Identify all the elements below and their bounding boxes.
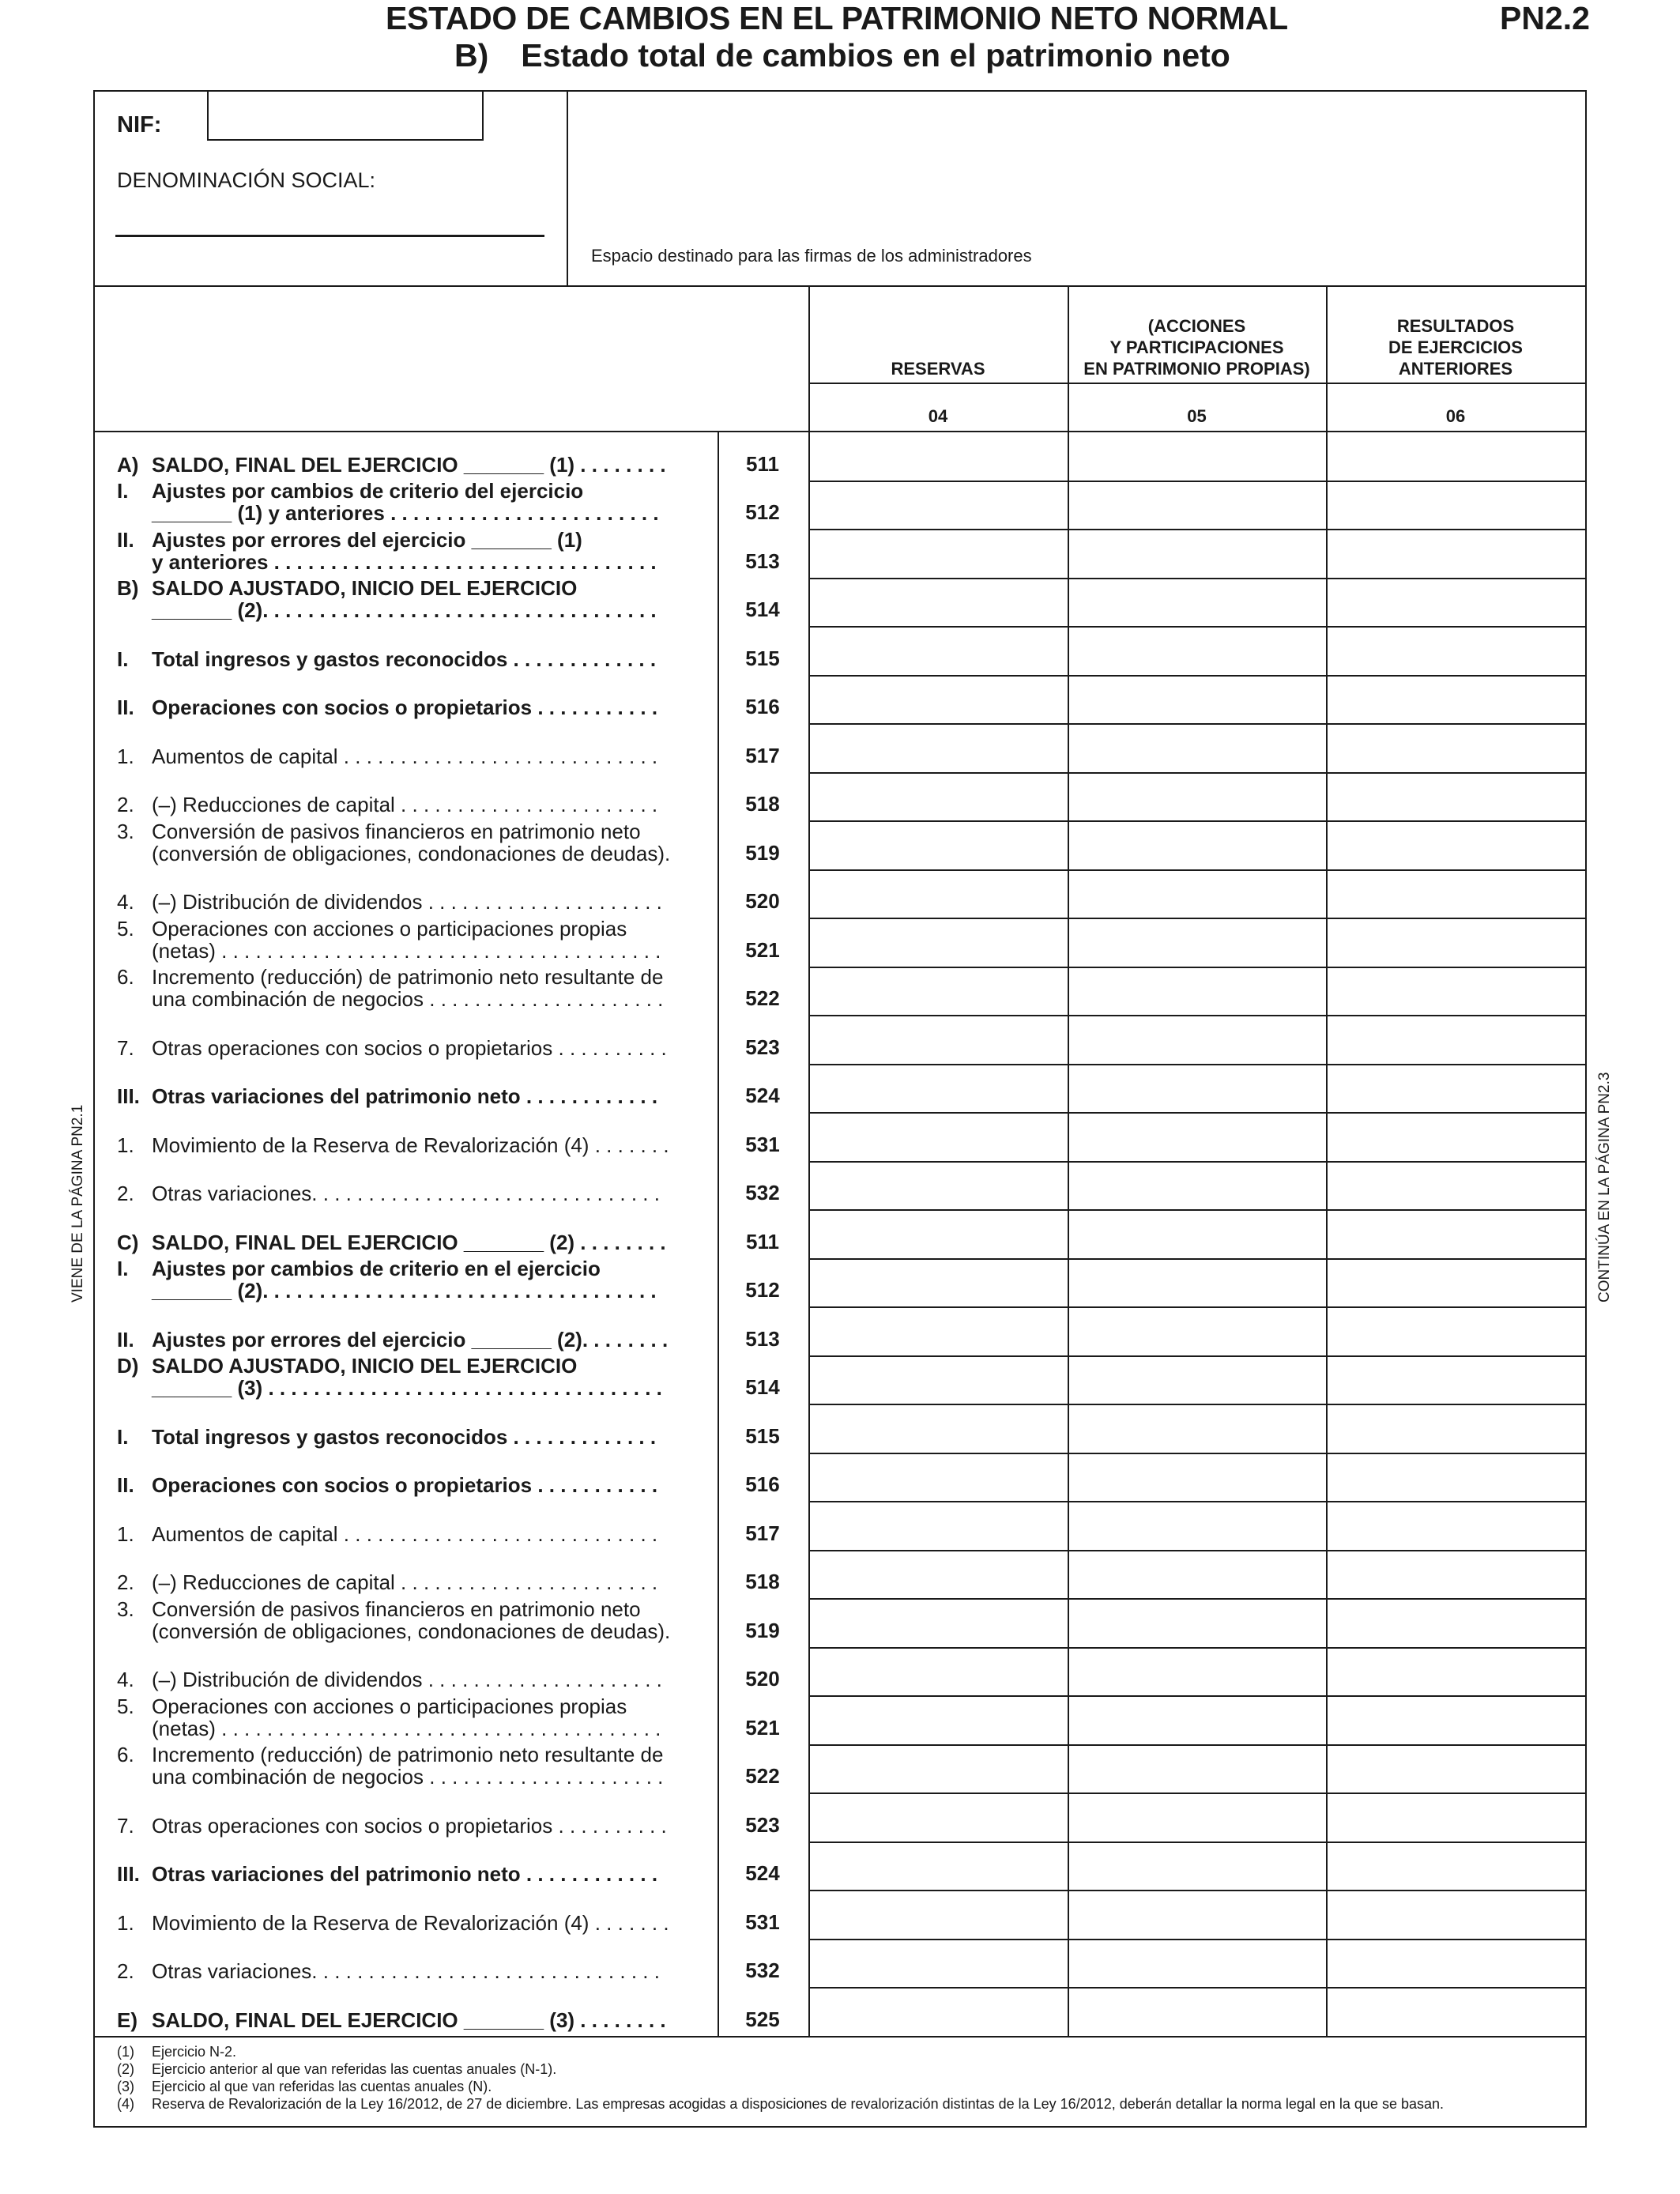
cell-513-04[interactable] bbox=[811, 1309, 1066, 1354]
row-number: 5. bbox=[117, 1694, 134, 1718]
row-text: Aumentos de capital . . . . . . . . . . . . . . . . . . . . . . . . . . . . bbox=[152, 744, 658, 768]
cell-521-06[interactable] bbox=[1328, 920, 1584, 965]
header-rule bbox=[808, 431, 1587, 432]
cell-512-04[interactable] bbox=[811, 1261, 1066, 1306]
row-number: 3. bbox=[117, 1596, 134, 1621]
row-label bbox=[117, 1960, 698, 1982]
footnote-text: Ejercicio N-2. bbox=[152, 2043, 237, 2060]
row-label bbox=[117, 1257, 698, 1302]
cell-520-05[interactable] bbox=[1070, 1649, 1324, 1695]
row-label bbox=[117, 1571, 698, 1593]
column-code-04: 04 bbox=[928, 406, 948, 426]
cell-515-05[interactable] bbox=[1070, 1406, 1324, 1451]
row-text: (–) Distribución de dividendos . . . . . . . . . . . . . . . . . . . . . bbox=[152, 890, 662, 914]
row-label bbox=[117, 745, 698, 767]
cell-522-05[interactable] bbox=[1070, 969, 1324, 1014]
form-subtitle: B) Estado total de cambios en el patrimonio neto bbox=[454, 37, 1230, 74]
cell-516-04[interactable] bbox=[811, 677, 1066, 722]
cell-520-05[interactable] bbox=[1070, 872, 1324, 917]
row-number: 1. bbox=[117, 744, 134, 768]
row-number: A) bbox=[117, 452, 139, 477]
cell-515-04[interactable] bbox=[811, 628, 1066, 673]
row-label bbox=[117, 1085, 698, 1107]
row-number: 5. bbox=[117, 916, 134, 941]
denominacion-label: DENOMINACIÓN SOCIAL: bbox=[117, 168, 376, 192]
nif-label: NIF: bbox=[117, 112, 162, 138]
row-text: Movimiento de la Reserva de Revalorización (4) . . . . . . . bbox=[152, 1910, 669, 1935]
side-note-previous-page: VIENE DE LA PÁGINA PN2.1 bbox=[70, 1104, 86, 1302]
column-heading-06: RESULTADOS DE EJERCICIOS ANTERIORES bbox=[1388, 316, 1523, 379]
row-rule bbox=[808, 1404, 1585, 1405]
row-rule bbox=[808, 1112, 1585, 1114]
cell-518-05[interactable] bbox=[1070, 1552, 1324, 1597]
row-label bbox=[117, 1134, 698, 1156]
cell-516-06[interactable] bbox=[1328, 1455, 1584, 1500]
id-block-divider bbox=[567, 90, 568, 286]
cell-525-04[interactable] bbox=[811, 1989, 1066, 2034]
row-number: I. bbox=[117, 647, 129, 671]
row-code: 514 bbox=[745, 598, 780, 621]
row-code: 524 bbox=[745, 1084, 780, 1107]
signature-area-label: Espacio destinado para las firmas de los administradores bbox=[591, 246, 1032, 266]
row-label bbox=[117, 454, 698, 476]
row-number: 7. bbox=[117, 1813, 134, 1838]
row-code: 518 bbox=[745, 1570, 780, 1593]
row-label bbox=[117, 2009, 698, 2031]
row-number: III. bbox=[117, 1084, 140, 1108]
cell-512-06[interactable] bbox=[1328, 1261, 1584, 1306]
footnote-number: (2) bbox=[117, 2060, 134, 2077]
row-label bbox=[117, 891, 698, 913]
row-rule bbox=[93, 2036, 1587, 2038]
row-rule bbox=[808, 1501, 1585, 1502]
row-text: SALDO, FINAL DEL EJERCICIO _______ (2) . . . . . . . . bbox=[152, 1230, 666, 1254]
row-rule bbox=[808, 1598, 1585, 1600]
row-text: Ajustes por cambios de criterio en el ejercicio _______ (2). . . . . . . . . . . . . . . . . . . . . . . . . . . . . . . . . . . bbox=[152, 1257, 657, 1302]
row-number: II. bbox=[117, 1473, 134, 1497]
row-text: Movimiento de la Reserva de Revalorización (4) . . . . . . . bbox=[152, 1133, 669, 1157]
row-text: SALDO, FINAL DEL EJERCICIO _______ (3) . . . . . . . . bbox=[152, 2007, 666, 2032]
row-label bbox=[117, 1668, 698, 1691]
cell-531-05[interactable] bbox=[1070, 1114, 1324, 1159]
row-code: 531 bbox=[745, 1132, 780, 1156]
row-code: 516 bbox=[745, 695, 780, 718]
row-label bbox=[117, 918, 698, 962]
cell-525-05[interactable] bbox=[1070, 1989, 1324, 2034]
cell-520-06[interactable] bbox=[1328, 1649, 1584, 1695]
footnote-number: (4) bbox=[117, 2095, 134, 2112]
row-number: 2. bbox=[117, 793, 134, 816]
footnote-number: (1) bbox=[117, 2043, 134, 2060]
row-label bbox=[117, 1695, 698, 1740]
row-label bbox=[117, 1426, 698, 1448]
row-label bbox=[117, 1329, 698, 1351]
row-rule bbox=[808, 820, 1585, 822]
cell-522-06[interactable] bbox=[1328, 1747, 1584, 1792]
row-text: Conversión de pasivos financieros en patrimonio neto (conversión de obligaciones, condonaciones de deudas). bbox=[152, 1596, 671, 1643]
cell-522-05[interactable] bbox=[1070, 1747, 1324, 1792]
cell-512-04[interactable] bbox=[811, 483, 1066, 528]
row-number: 1. bbox=[117, 1521, 134, 1546]
cell-520-04[interactable] bbox=[811, 872, 1066, 917]
row-rule bbox=[808, 723, 1585, 725]
row-number: 2. bbox=[117, 1570, 134, 1594]
form-code: PN2.2 bbox=[1500, 0, 1590, 36]
row-code: 520 bbox=[745, 1667, 780, 1691]
row-text: Operaciones con acciones o participaciones propias (netas) . . . . . . . . . . . . . . . . . . . . . . . . . . . . . . . . . . . . . . . bbox=[152, 916, 661, 963]
cell-532-04[interactable] bbox=[811, 1941, 1066, 1986]
cell-515-05[interactable] bbox=[1070, 628, 1324, 673]
cell-531-04[interactable] bbox=[811, 1892, 1066, 1937]
row-code: 517 bbox=[745, 1521, 780, 1545]
footnote bbox=[117, 2044, 236, 2060]
row-label bbox=[117, 1815, 698, 1837]
row-code: 515 bbox=[745, 1423, 780, 1448]
cell-516-06[interactable] bbox=[1328, 677, 1584, 722]
row-label bbox=[117, 529, 698, 573]
cell-522-06[interactable] bbox=[1328, 969, 1584, 1014]
side-note-next-page: CONTINÚA EN LA PÁGINA PN2.3 bbox=[1596, 1072, 1613, 1302]
row-number: I. bbox=[117, 479, 129, 503]
cell-521-05[interactable] bbox=[1070, 1698, 1324, 1743]
cell-532-06[interactable] bbox=[1328, 1941, 1584, 1986]
cell-524-04[interactable] bbox=[811, 1844, 1066, 1889]
row-text: Incremento (reducción) de patrimonio neto resultante de una combinación de negocios . . . . . . . . . . . . . . . . . . . . . bbox=[152, 1743, 664, 1789]
row-rule bbox=[808, 626, 1585, 628]
row-text: Incremento (reducción) de patrimonio neto resultante de una combinación de negocios . . . . . . . . . . . . . . . . . . . . . bbox=[152, 965, 664, 1011]
row-label bbox=[117, 480, 698, 524]
row-text: Otras variaciones del patrimonio neto . . . . . . . . . . . . bbox=[152, 1862, 658, 1886]
row-code: 531 bbox=[745, 1909, 780, 1934]
row-label bbox=[117, 1863, 698, 1885]
row-number: I. bbox=[117, 1257, 129, 1280]
row-text: (–) Reducciones de capital . . . . . . . . . . . . . . . . . . . . . . . bbox=[152, 1570, 658, 1594]
row-code: 513 bbox=[745, 1326, 780, 1351]
footnote-number: (3) bbox=[117, 2078, 134, 2094]
cell-511-05[interactable] bbox=[1070, 434, 1324, 479]
cell-522-04[interactable] bbox=[811, 969, 1066, 1014]
row-text: Operaciones con socios o propietarios . . . . . . . . . . . bbox=[152, 1473, 658, 1497]
denominacion-input-line[interactable] bbox=[115, 235, 544, 237]
cell-531-05[interactable] bbox=[1070, 1892, 1324, 1937]
cell-532-05[interactable] bbox=[1070, 1941, 1324, 1986]
cell-521-04[interactable] bbox=[811, 1698, 1066, 1743]
row-number: 7. bbox=[117, 1035, 134, 1060]
cell-520-06[interactable] bbox=[1328, 872, 1584, 917]
row-label bbox=[117, 1474, 698, 1496]
row-code: 532 bbox=[745, 1181, 780, 1204]
column-heading-04: RESERVAS bbox=[891, 359, 985, 379]
row-number: II. bbox=[117, 1327, 134, 1351]
footnote bbox=[117, 2096, 1444, 2113]
cell-519-05[interactable] bbox=[1070, 1600, 1324, 1646]
row-text: Conversión de pasivos financieros en patrimonio neto (conversión de obligaciones, condonaciones de deudas). bbox=[152, 819, 671, 865]
cell-520-04[interactable] bbox=[811, 1649, 1066, 1695]
row-code: 522 bbox=[745, 986, 780, 1010]
row-number: 1. bbox=[117, 1910, 134, 1935]
header-rule bbox=[808, 383, 1587, 384]
row-label bbox=[117, 1231, 698, 1253]
row-code: 525 bbox=[745, 2007, 780, 2031]
footnote-text: Reserva de Revalorización de la Ley 16/2012, de 27 de diciembre. Las empresas acogidas a disposiciones de revalorización distintas de la Ley 16/2012, deberán detallar la norma legal en la que se basan. bbox=[152, 2095, 1445, 2112]
row-text: Ajustes por errores del ejercicio _______ (1) y anteriores . . . . . . . . . . . . . . . . . . . . . . . . . . . . . . . . . . bbox=[152, 527, 657, 574]
column-code-06: 06 bbox=[1445, 406, 1466, 426]
cell-517-05[interactable] bbox=[1070, 726, 1324, 771]
row-rule bbox=[808, 529, 1585, 530]
row-rule bbox=[808, 918, 1585, 919]
cell-512-05[interactable] bbox=[1070, 1261, 1324, 1306]
footnote bbox=[117, 2079, 492, 2095]
column-code-05: 05 bbox=[1187, 406, 1207, 426]
row-code: 512 bbox=[745, 1278, 780, 1302]
cell-531-04[interactable] bbox=[811, 1114, 1066, 1159]
cell-514-04[interactable] bbox=[811, 1358, 1066, 1403]
row-text: SALDO AJUSTADO, INICIO DEL EJERCICIO _______ (3) . . . . . . . . . . . . . . . . . . . . . . . . . . . . . . . . . . . bbox=[152, 1354, 662, 1400]
cell-516-05[interactable] bbox=[1070, 1455, 1324, 1500]
row-number: C) bbox=[117, 1230, 139, 1254]
cell-519-06[interactable] bbox=[1328, 1600, 1584, 1646]
cell-532-06[interactable] bbox=[1328, 1163, 1584, 1208]
cell-511-06[interactable] bbox=[1328, 434, 1584, 479]
row-text: Total ingresos y gastos reconocidos . . . . . . . . . . . . . bbox=[152, 1424, 657, 1449]
cell-531-06[interactable] bbox=[1328, 1114, 1584, 1159]
cell-524-05[interactable] bbox=[1070, 1066, 1324, 1111]
cell-523-05[interactable] bbox=[1070, 1795, 1324, 1840]
cell-523-04[interactable] bbox=[811, 1795, 1066, 1840]
cell-512-06[interactable] bbox=[1328, 483, 1584, 528]
cell-518-05[interactable] bbox=[1070, 775, 1324, 820]
cell-514-04[interactable] bbox=[811, 580, 1066, 625]
cell-516-04[interactable] bbox=[811, 1455, 1066, 1500]
nif-input[interactable] bbox=[207, 90, 484, 141]
cell-532-05[interactable] bbox=[1070, 1163, 1324, 1208]
cell-524-06[interactable] bbox=[1328, 1844, 1584, 1889]
row-code: 521 bbox=[745, 937, 780, 962]
row-label bbox=[117, 1523, 698, 1545]
row-number: 4. bbox=[117, 1668, 134, 1691]
row-text: Otras variaciones. . . . . . . . . . . . . . . . . . . . . . . . . . . . . . . bbox=[152, 1959, 660, 1983]
cell-516-05[interactable] bbox=[1070, 677, 1324, 722]
row-text: Ajustes por errores del ejercicio _______ (2). . . . . . . . bbox=[152, 1327, 669, 1351]
cell-517-05[interactable] bbox=[1070, 1503, 1324, 1548]
row-number: II. bbox=[117, 696, 134, 719]
row-label bbox=[117, 577, 698, 621]
row-label bbox=[117, 696, 698, 718]
form-title: ESTADO DE CAMBIOS EN EL PATRIMONIO NETO NORMAL bbox=[386, 0, 1288, 36]
cell-511-04[interactable] bbox=[811, 1212, 1066, 1257]
cell-511-05[interactable] bbox=[1070, 1212, 1324, 1257]
cell-521-04[interactable] bbox=[811, 920, 1066, 965]
cell-517-06[interactable] bbox=[1328, 726, 1584, 771]
cell-511-06[interactable] bbox=[1328, 1212, 1584, 1257]
row-label bbox=[117, 1037, 698, 1059]
row-code: 511 bbox=[746, 1229, 779, 1253]
row-number: 6. bbox=[117, 1743, 134, 1766]
row-number: 6. bbox=[117, 965, 134, 989]
row-code: 511 bbox=[746, 451, 779, 476]
row-number: III. bbox=[117, 1862, 140, 1886]
cell-531-06[interactable] bbox=[1328, 1892, 1584, 1937]
cell-518-04[interactable] bbox=[811, 775, 1066, 820]
row-text: Otras variaciones. . . . . . . . . . . . . . . . . . . . . . . . . . . . . . . bbox=[152, 1182, 660, 1205]
row-text: Operaciones con socios o propietarios . . . . . . . . . . . bbox=[152, 696, 658, 719]
cell-517-04[interactable] bbox=[811, 726, 1066, 771]
row-number: B) bbox=[117, 576, 139, 600]
row-rule bbox=[808, 1209, 1585, 1211]
cell-513-04[interactable] bbox=[811, 531, 1066, 576]
cell-519-05[interactable] bbox=[1070, 823, 1324, 868]
cell-523-05[interactable] bbox=[1070, 1017, 1324, 1062]
denominacion-input[interactable] bbox=[117, 207, 544, 232]
cell-523-06[interactable] bbox=[1328, 1017, 1584, 1062]
header-bottom-rule bbox=[93, 431, 808, 432]
row-label bbox=[117, 1355, 698, 1399]
cell-514-06[interactable] bbox=[1328, 580, 1584, 625]
cell-517-04[interactable] bbox=[811, 1503, 1066, 1548]
footnote bbox=[117, 2061, 556, 2078]
row-label bbox=[117, 1912, 698, 1934]
row-code: 522 bbox=[745, 1764, 780, 1788]
row-text: Ajustes por cambios de criterio del ejercicio _______ (1) y anteriores . . . . . . . . . . . . . . . . . . . . . . . . bbox=[152, 479, 659, 525]
row-code: 519 bbox=[745, 1618, 780, 1642]
row-text: Total ingresos y gastos reconocidos . . . . . . . . . . . . . bbox=[152, 647, 657, 671]
row-number: I. bbox=[117, 1424, 129, 1449]
cell-515-06[interactable] bbox=[1328, 628, 1584, 673]
row-code: 515 bbox=[745, 646, 780, 670]
row-text: Operaciones con acciones o participaciones propias (netas) . . . . . . . . . . . . . . . . . . . . . . . . . . . . . . . . . . . . . . . bbox=[152, 1694, 661, 1740]
cell-514-06[interactable] bbox=[1328, 1358, 1584, 1403]
cell-514-05[interactable] bbox=[1070, 580, 1324, 625]
row-number: 2. bbox=[117, 1182, 134, 1205]
row-number: D) bbox=[117, 1354, 139, 1378]
cell-515-04[interactable] bbox=[811, 1406, 1066, 1451]
row-code: 519 bbox=[745, 840, 780, 865]
row-label bbox=[117, 1182, 698, 1204]
cell-515-06[interactable] bbox=[1328, 1406, 1584, 1451]
id-block-bottom-rule bbox=[93, 285, 1587, 287]
row-code: 524 bbox=[745, 1861, 780, 1885]
cell-524-05[interactable] bbox=[1070, 1844, 1324, 1889]
cell-525-06[interactable] bbox=[1328, 1989, 1584, 2034]
row-number: 4. bbox=[117, 890, 134, 914]
cell-511-04[interactable] bbox=[811, 434, 1066, 479]
cell-518-04[interactable] bbox=[811, 1552, 1066, 1597]
cell-532-04[interactable] bbox=[811, 1163, 1066, 1208]
cell-522-04[interactable] bbox=[811, 1747, 1066, 1792]
row-label bbox=[117, 1598, 698, 1642]
cell-524-06[interactable] bbox=[1328, 1066, 1584, 1111]
cell-523-04[interactable] bbox=[811, 1017, 1066, 1062]
row-code: 518 bbox=[745, 792, 780, 816]
footnote-text: Ejercicio al que van referidas las cuentas anuales (N). bbox=[152, 2078, 492, 2094]
row-label bbox=[117, 648, 698, 670]
row-code: 517 bbox=[745, 743, 780, 767]
row-text: Otras operaciones con socios o propietarios . . . . . . . . . . bbox=[152, 1035, 667, 1060]
row-rule bbox=[808, 1015, 1585, 1016]
cell-513-05[interactable] bbox=[1070, 531, 1324, 576]
cell-523-06[interactable] bbox=[1328, 1795, 1584, 1840]
row-code: 532 bbox=[745, 1958, 780, 1982]
column-heading-05: (ACCIONES Y PARTICIPACIONES EN PATRIMONIO PROPIAS) bbox=[1083, 316, 1310, 379]
cell-513-05[interactable] bbox=[1070, 1309, 1324, 1354]
row-code: 513 bbox=[745, 548, 780, 573]
row-rule bbox=[808, 1306, 1585, 1308]
row-label bbox=[117, 794, 698, 816]
row-label bbox=[117, 966, 698, 1010]
row-code: 523 bbox=[745, 1812, 780, 1837]
cell-513-06[interactable] bbox=[1328, 1309, 1584, 1354]
row-number: E) bbox=[117, 2007, 137, 2032]
row-code: 520 bbox=[745, 889, 780, 913]
cell-518-06[interactable] bbox=[1328, 775, 1584, 820]
cell-513-06[interactable] bbox=[1328, 531, 1584, 576]
row-text: Otras variaciones del patrimonio neto . . . . . . . . . . . . bbox=[152, 1084, 658, 1108]
row-text: SALDO AJUSTADO, INICIO DEL EJERCICIO _______ (2). . . . . . . . . . . . . . . . . . . . . . . . . . . . . . . . . . . bbox=[152, 576, 657, 622]
row-number: 2. bbox=[117, 1959, 134, 1983]
cell-519-04[interactable] bbox=[811, 1600, 1066, 1646]
cell-519-06[interactable] bbox=[1328, 823, 1584, 868]
row-label bbox=[117, 1744, 698, 1788]
row-number: 3. bbox=[117, 819, 134, 843]
cell-524-04[interactable] bbox=[811, 1066, 1066, 1111]
row-code: 521 bbox=[745, 1715, 780, 1740]
row-text: Aumentos de capital . . . . . . . . . . . . . . . . . . . . . . . . . . . . bbox=[152, 1521, 658, 1546]
cell-518-06[interactable] bbox=[1328, 1552, 1584, 1597]
row-label bbox=[117, 820, 698, 865]
row-rule bbox=[808, 1890, 1585, 1891]
row-rule bbox=[808, 1987, 1585, 1989]
row-text: (–) Reducciones de capital . . . . . . . . . . . . . . . . . . . . . . . bbox=[152, 793, 658, 816]
cell-521-06[interactable] bbox=[1328, 1698, 1584, 1743]
row-code: 523 bbox=[745, 1035, 780, 1059]
cell-521-05[interactable] bbox=[1070, 920, 1324, 965]
footnote-text: Ejercicio anterior al que van referidas las cuentas anuales (N-1). bbox=[152, 2060, 557, 2077]
row-code: 516 bbox=[745, 1472, 780, 1496]
row-text: Otras operaciones con socios o propietarios . . . . . . . . . . bbox=[152, 1813, 667, 1838]
row-number: 1. bbox=[117, 1133, 134, 1157]
row-code: 512 bbox=[745, 500, 780, 524]
row-number: II. bbox=[117, 527, 134, 552]
cell-519-04[interactable] bbox=[811, 823, 1066, 868]
row-code: 514 bbox=[745, 1375, 780, 1399]
row-text: SALDO, FINAL DEL EJERCICIO _______ (1) . . . . . . . . bbox=[152, 452, 666, 477]
cell-512-05[interactable] bbox=[1070, 483, 1324, 528]
cell-514-05[interactable] bbox=[1070, 1358, 1324, 1403]
row-rule bbox=[808, 1695, 1585, 1697]
cell-517-06[interactable] bbox=[1328, 1503, 1584, 1548]
row-text: (–) Distribución de dividendos . . . . . . . . . . . . . . . . . . . . . bbox=[152, 1668, 662, 1691]
row-rule bbox=[808, 1793, 1585, 1794]
